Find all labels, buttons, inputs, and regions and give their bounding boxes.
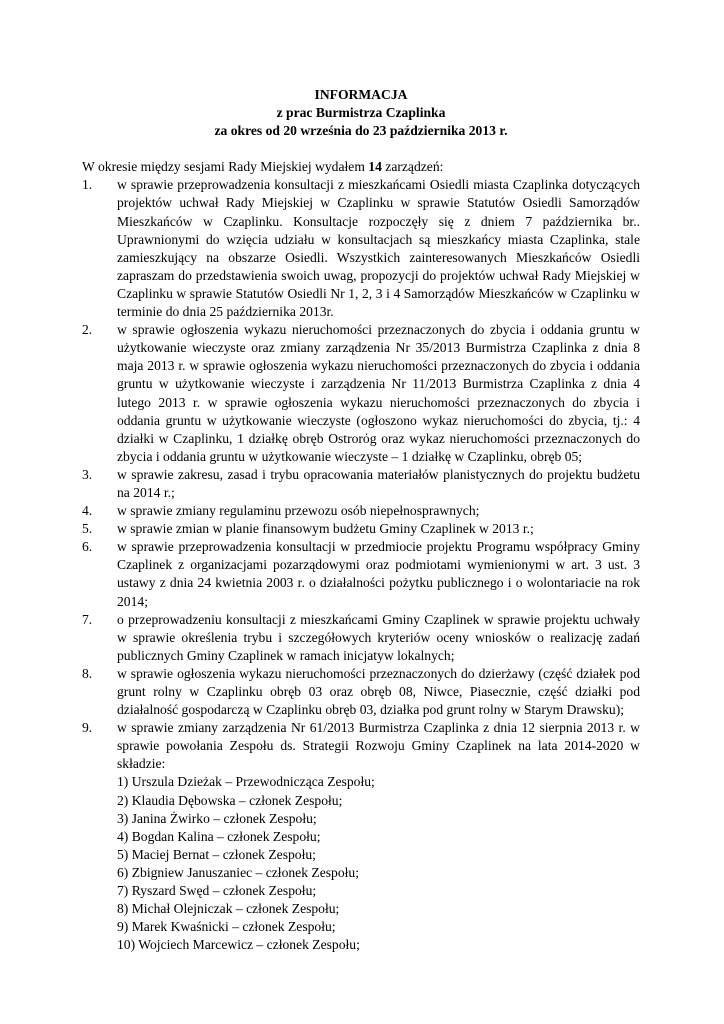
order-item-5	[82, 520, 640, 538]
team-member: 2) Klaudia Dębowska – członek Zespołu;	[117, 792, 343, 808]
order-item-3	[82, 466, 640, 502]
order-number: 8.	[82, 665, 93, 681]
team-member: 1) Urszula Dzieżak – Przewodnicząca Zespołu;	[117, 774, 375, 790]
intro-count: 14	[368, 159, 382, 175]
order-item-6	[82, 538, 640, 610]
order-number: 5.	[82, 521, 93, 537]
order-number: 6.	[82, 539, 93, 555]
document-title: INFORMACJA	[314, 87, 408, 102]
order-item-7	[82, 611, 640, 665]
team-member: 10) Wojciech Marcewicz – członek Zespołu;	[117, 937, 360, 953]
team-member: 5) Maciej Bernat – członek Zespołu;	[117, 846, 316, 862]
document-period: za okres od 20 września do 23 października 2013 r.	[214, 123, 508, 139]
intro-text-before: W okresie między sesjami Rady Miejskiej wydałem	[82, 159, 369, 175]
team-member: 7) Ryszard Swęd – członek Zespołu;	[117, 883, 317, 899]
intro-paragraph	[82, 158, 640, 176]
team-member: 6) Zbigniew Januszaniec – członek Zespołu;	[117, 864, 359, 880]
team-member: 9) Marek Kwaśnicki – członek Zespołu;	[117, 919, 336, 935]
team-member: 8) Michał Olejniczak – członek Zespołu;	[117, 901, 340, 917]
order-text: w sprawie przeprowadzenia konsultacji w przedmiocie projektu Programu współpracy Gminy Czaplinek z organizacjami pozarządowymi oraz podmiotami wymienionymi w art. 3 ust. 3 ustawy z dnia 24 kwietnia 2003 r. o działalności pożytku publicznego i o wolontariacie na rok 2014;	[117, 539, 640, 609]
intro-text-after: zarządzeń:	[381, 159, 444, 175]
order-item-1	[82, 176, 640, 321]
order-item-8	[82, 665, 640, 719]
order-text: w sprawie przeprowadzenia konsultacji z mieszkańcami Osiedli miasta Czaplinka dotyczących projektów uchwał Rady Miejskiej w Czaplinku w sprawie Statutów Osiedli Samorządów Mieszkańców w Czaplinku. Konsultacje rozpoczęły się z dniem 7 października br.. Uprawnionymi do wzięcia udziału w konsultacjach są mieszkańcy miasta Czaplinka, stale zamieszkujący na obszarze Osiedli. Wszystkich zainteresowanych Mieszkańców Osiedli zapraszam do przedstawienia swoich uwag, propozycji do projektów uchwał Rady Miejskiej w Czaplinku w sprawie Statutów Osiedli Nr 1, 2, 3 i 4 Samorządów Mieszkańców w Czaplinku w terminie do dnia 25 października 2013r.	[117, 177, 640, 320]
order-number: 2.	[82, 322, 93, 338]
document-subtitle: z prac Burmistrza Czaplinka	[276, 105, 446, 121]
order-number: 9.	[82, 720, 93, 736]
order-text: w sprawie zakresu, zasad i trybu opracowania materiałów planistycznych do projektu budżetu na 2014 r.;	[117, 466, 640, 500]
order-item-2	[82, 321, 640, 466]
header-spacer	[82, 140, 640, 158]
order-text: o przeprowadzeniu konsultacji z mieszkańcami Gminy Czaplinek w sprawie projektu uchwały w sprawie określenia trybu i szczegółowych kryteriów oceny wniosków o realizację zadań publicznych Gminy Czaplinek w ramach inicjatyw lokalnych;	[117, 611, 640, 663]
order-number: 1.	[82, 177, 93, 193]
order-item-4	[82, 502, 640, 520]
order-text: w sprawie ogłoszenia wykazu nieruchomości przeznaczonych do zbycia i oddania gruntu w użytkowanie wieczyste oraz zmiany zarządzenia Nr 35/2013 Burmistrza Czaplinka z dnia 8 maja 2013 r. w sprawie ogłoszenia wykazu nieruchomości przeznaczonych do zbycia i oddania gruntu w użytkowanie wieczyste i zarządzenia Nr 11/2013 Burmistrza Czaplinka z dnia 4 lutego 2013 r. w sprawie ogłoszenia wykazu nieruchomości przeznaczonych do zbycia i oddania gruntu w użytkowanie wieczyste (ogłoszono wykaz nieruchomości do zbycia, tj.: 4 działki w Czaplinku, 1 działkę obręb Ostrorόg oraz wykaz nieruchomości przeznaczonych do zbycia i oddania gruntu w użytkowanie wieczyste – 1 działkę w Czaplinku, obręb 05;	[117, 322, 640, 464]
orders-list	[82, 176, 640, 954]
order-text: w sprawie zmian w planie finansowym budżetu Gminy Czaplinek w 2013 r.;	[117, 521, 534, 537]
order-item-9	[82, 719, 640, 954]
document-page	[82, 86, 640, 954]
order-number: 4.	[82, 503, 93, 519]
team-member: 4) Bogdan Kalina – członek Zespołu;	[117, 828, 321, 844]
order-text: w sprawie ogłoszenia wykazu nieruchomości przeznaczonych do dzierżawy (część działek pod grunt rolny w Czaplinku obręb 03 oraz obręb 08, Niwce, Piasecznie, część działki pod działalność gospodarczą w Czaplinku obręb 03, działka pod grunt rolny w Starym Drawsku);	[117, 665, 640, 718]
document-header	[82, 86, 640, 140]
team-member: 3) Janina Żwirko – członek Zespołu;	[117, 810, 317, 826]
order-number: 3.	[82, 466, 93, 482]
team-members-list	[117, 773, 640, 954]
order-text: w sprawie zmiany regulaminu przewozu osób niepełnosprawnych;	[117, 503, 480, 519]
order-number: 7.	[82, 611, 93, 627]
order-text: w sprawie zmiany zarządzenia Nr 61/2013 Burmistrza Czaplinka z dnia 12 sierpnia 2013 r. w sprawie powołania Zespołu ds. Strategii Rozwoju Gminy Czaplinek na lata 2014-2020 w składzie:	[117, 720, 640, 772]
